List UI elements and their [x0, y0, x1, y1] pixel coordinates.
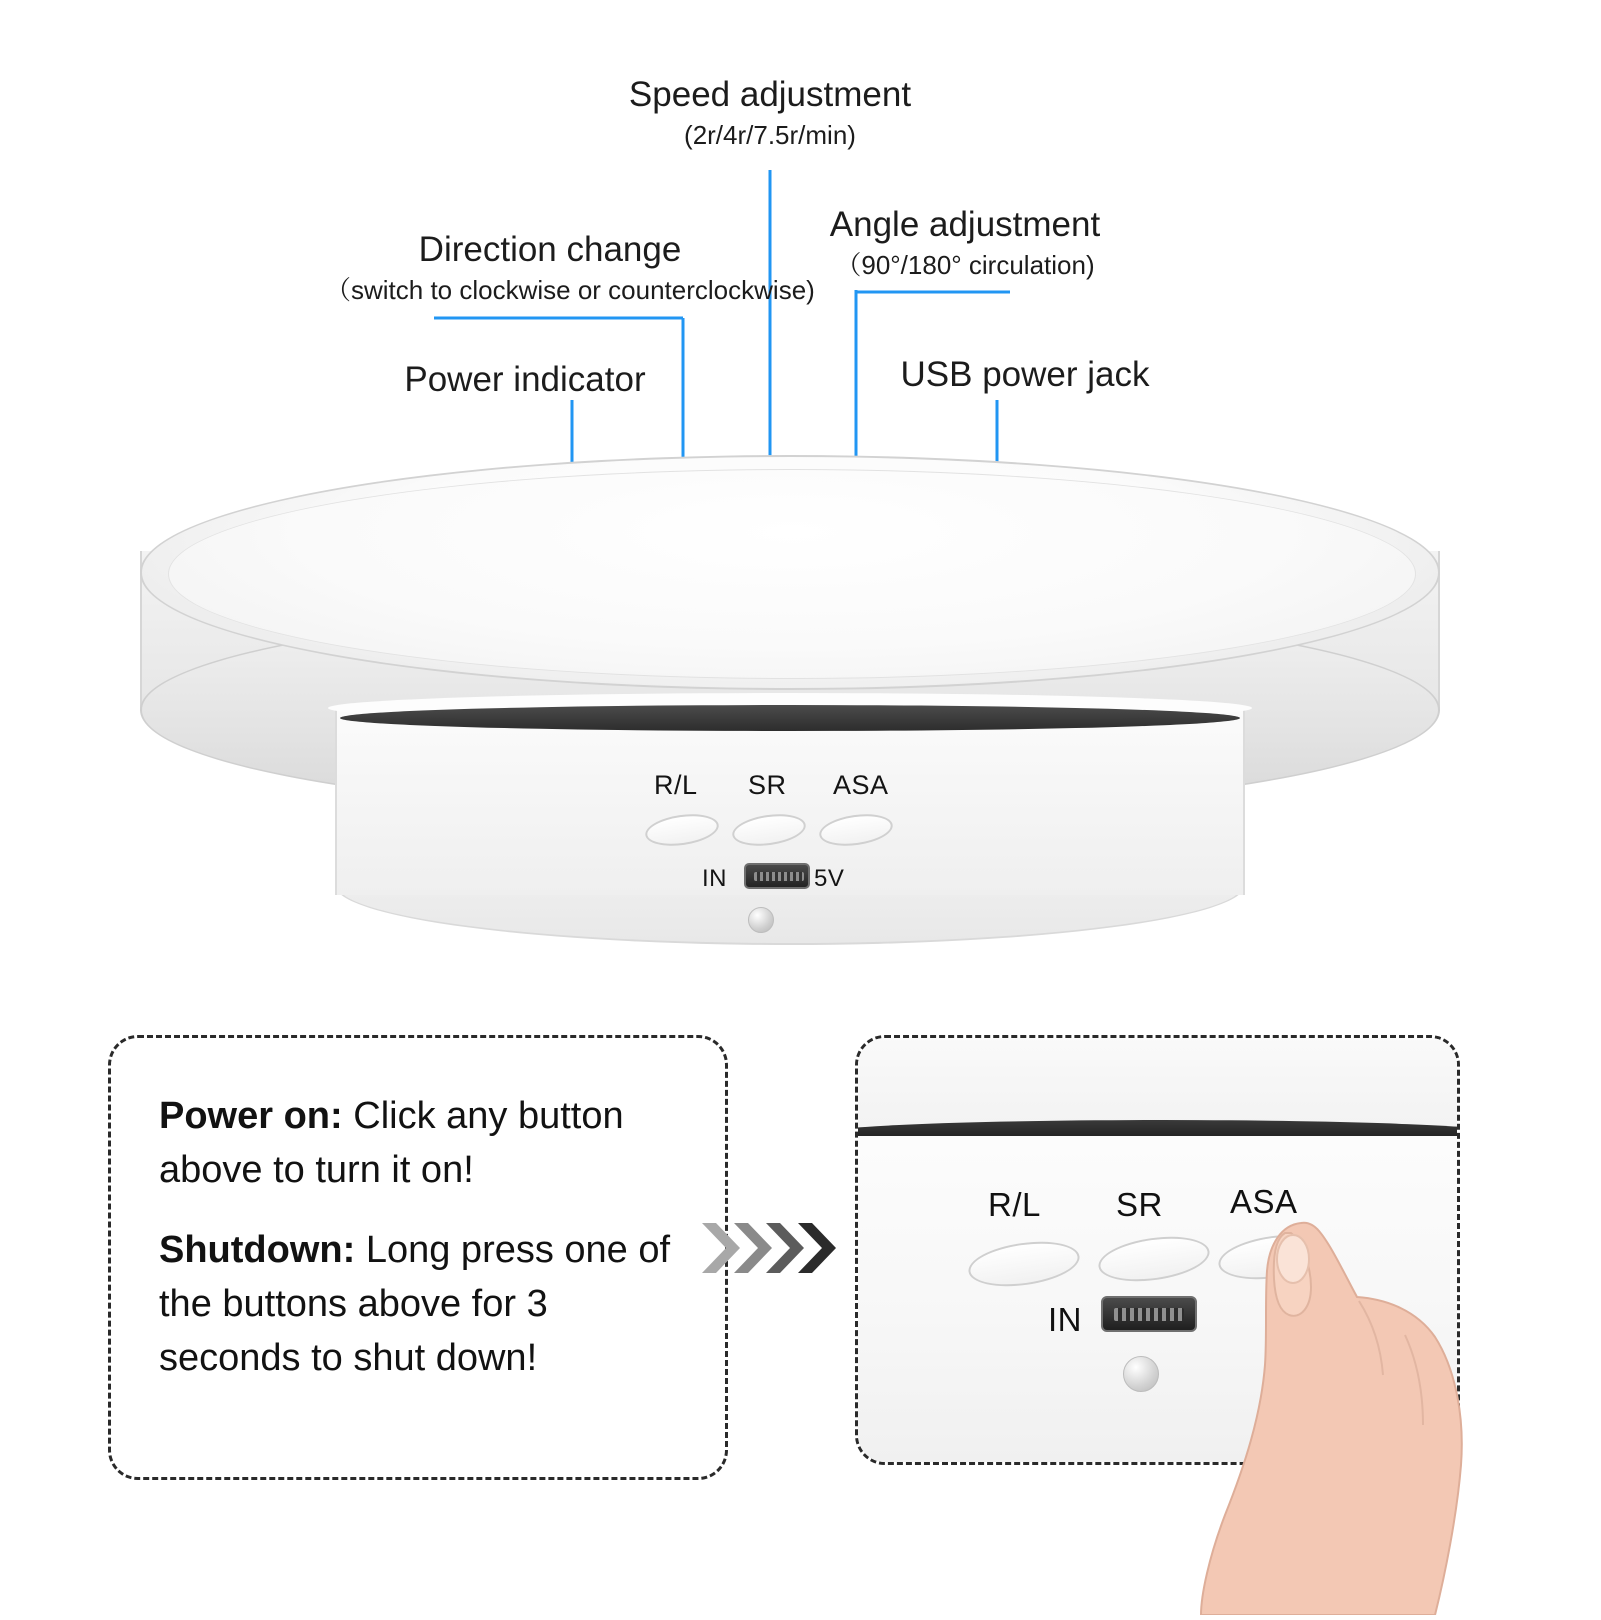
callout-usb-power-jack [895, 355, 1155, 395]
device-label-rl: R/L [654, 770, 698, 800]
callout-usb-jack-title: USB power jack [900, 355, 1150, 394]
callout-direction-change [325, 230, 815, 306]
zoom-label-asa: ASA [1230, 1183, 1298, 1220]
callout-speed-title: Speed adjustment [628, 75, 912, 114]
device-label-5v: 5V [814, 865, 845, 892]
zoom-power-indicator-led [1123, 1356, 1159, 1392]
chevron-arrows [700, 1215, 860, 1285]
plate-top-surface [140, 455, 1440, 690]
power-indicator-led [748, 907, 774, 933]
usb-power-jack[interactable] [744, 863, 810, 889]
power-on-text: Click any button above to turn it on! [159, 1095, 624, 1191]
callout-power-indicator [400, 360, 650, 400]
shutdown-instruction [159, 1224, 685, 1386]
plate-inner-surface [168, 469, 1416, 679]
zoom-photo-panel [855, 1035, 1460, 1465]
callout-direction-sub: （switch to clockwise or counterclockwise) [325, 275, 815, 306]
zoom-label-in: IN [1048, 1301, 1082, 1338]
callout-speed-sub: (2r/4r/7.5r/min) [684, 120, 856, 151]
chevron-icon-1 [702, 1223, 740, 1273]
callout-direction-title: Direction change [418, 230, 682, 269]
callout-angle-sub: （90°/180° circulation) [835, 250, 1095, 281]
callout-speed-adjustment [620, 75, 920, 151]
callout-angle-title: Angle adjustment [829, 205, 1101, 244]
device-label-in: IN [702, 865, 727, 892]
power-on-label: Power on: [159, 1095, 343, 1137]
device-label-sr: SR [748, 770, 787, 800]
shutdown-label: Shutdown: [159, 1228, 356, 1271]
zoom-label-rl: R/L [988, 1186, 1041, 1223]
zoom-usb-power-jack[interactable] [1101, 1296, 1197, 1332]
rotation-gap [340, 705, 1240, 731]
turntable-device [140, 455, 1440, 945]
callout-angle-adjustment [820, 205, 1110, 281]
device-label-asa: ASA [833, 770, 889, 800]
zoom-label-sr: SR [1116, 1186, 1163, 1223]
shutdown-text: Long press one of the buttons above for 3 seconds to shut down! [159, 1228, 671, 1379]
power-on-instruction [159, 1090, 685, 1198]
callout-power-indicator-title: Power indicator [404, 360, 646, 399]
instruction-box [108, 1035, 728, 1480]
